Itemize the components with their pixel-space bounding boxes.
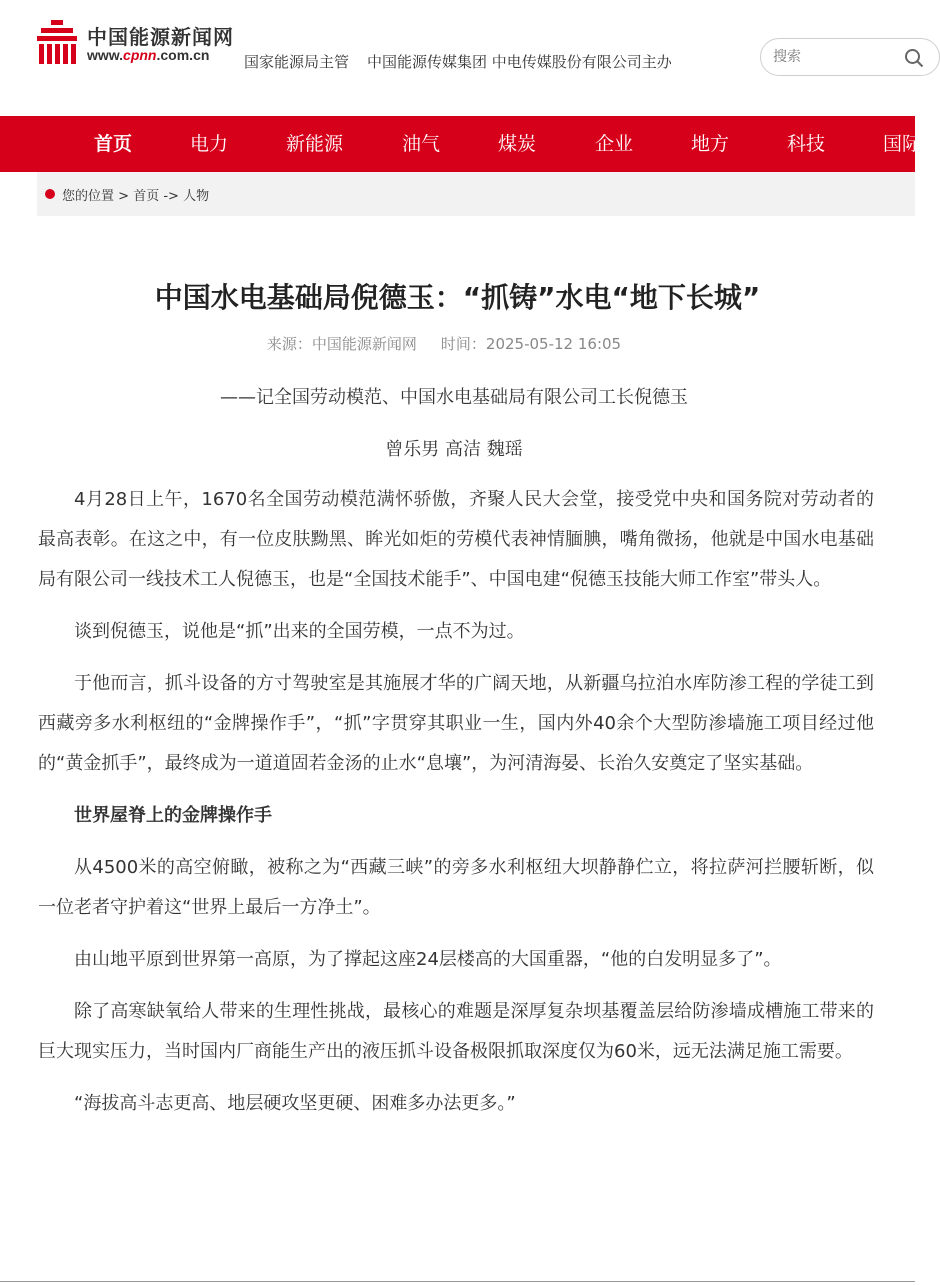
article-body [38, 480, 874, 1136]
sponsor-organizer: 中国能源传媒集团 中电传媒股份有限公司主办 [367, 53, 672, 71]
article-subtitle: ——记全国劳动模范、中国水电基础局有限公司工长倪德玉 [220, 387, 688, 408]
article-source: 来源：中国能源新闻网 [266, 335, 417, 353]
nav-item-technology[interactable]: 科技 [787, 133, 826, 155]
paragraph: 由山地平原到世界第一高原，为了撑起这座24层楼高的大国重器，“他的白发明显多了”。 [74, 949, 782, 970]
breadcrumb-current-link[interactable]: 人物 [183, 189, 210, 204]
search-input[interactable] [773, 47, 893, 67]
paragraph: 除了高寒缺氧给人带来的生理性挑战，最核心的难题是深厚复杂坝基覆盖层给防渗墙成槽施工带来的巨大现实压力，当时国内厂商能生产出的液压抓斗设备极限抓取深度仅为60米，远无法满足施工需要。 [38, 1001, 874, 1062]
logo-url [87, 47, 209, 63]
article-authors: 曾乐男 高洁 魏瑶 [385, 439, 523, 460]
main-nav [0, 116, 922, 172]
nav-item-enterprise[interactable]: 企业 [595, 133, 634, 155]
paragraph: 4月28日上午，1670名全国劳动模范满怀骄傲，齐聚人民大会堂，接受党中央和国务院对劳动者的最高表彰。在这之中，有一位皮肤黝黑、眸光如炬的劳模代表神情腼腆，嘴角微扬，他就是中国水电基础局有限公司一线技术工人倪德玉，也是“全国技术能手”、中国电建“倪德玉技能大师工作室”带头人。 [38, 489, 874, 590]
paragraph: 从4500米的高空俯瞰，被称之为“西藏三峡”的旁多水利枢纽大坝静静伫立，将拉萨河拦腰斩断，似一位老者守护着这“世界上最后一方净土”。 [38, 857, 874, 918]
search-icon[interactable] [904, 48, 924, 68]
breadcrumb-separator: > [118, 189, 130, 204]
breadcrumb-text [62, 185, 209, 204]
paragraph: “海拔高斗志更高、地层硬攻坚更硬、困难多办法更多。” [74, 1093, 516, 1114]
cpnn-logo-icon [37, 20, 77, 64]
nav-item-international[interactable]: 国际 [883, 133, 922, 155]
article-meta [0, 333, 888, 354]
search-box[interactable] [760, 38, 940, 76]
breadcrumb [37, 172, 915, 216]
nav-item-coal[interactable]: 煤炭 [498, 133, 537, 155]
breadcrumb-separator-arrow: -> [163, 189, 179, 204]
logo-url-suffix: .com.cn [156, 47, 210, 63]
sponsor-line [244, 51, 672, 72]
logo-url-prefix: www. [87, 47, 124, 63]
nav-item-local[interactable]: 地方 [691, 133, 730, 155]
section-heading: 世界屋脊上的金牌操作手 [74, 805, 272, 826]
article-title: 中国水电基础局倪德玉：“抓铸”水电“地下长城” [154, 281, 761, 314]
nav-item-new-energy[interactable]: 新能源 [286, 133, 344, 155]
location-dot-icon [45, 189, 55, 199]
breadcrumb-label: 您的位置 [62, 189, 115, 204]
site-logo[interactable] [37, 20, 247, 66]
nav-item-oil-gas[interactable]: 油气 [402, 133, 441, 155]
sponsor-supervisor: 国家能源局主管 [244, 53, 350, 71]
window-bottom-border [0, 1281, 915, 1282]
nav-item-home[interactable]: 首页 [94, 133, 133, 155]
logo-name: 中国能源新闻网 [87, 25, 234, 49]
breadcrumb-home-link[interactable]: 首页 [133, 189, 160, 204]
logo-url-brand: cpnn [123, 47, 157, 63]
paragraph: 于他而言，抓斗设备的方寸驾驶室是其施展才华的广阔天地，从新疆乌拉泊水库防渗工程的学徒工到西藏旁多水利枢纽的“金牌操作手”，“抓”字贯穿其职业一生，国内外40余个大型防渗墙施工项目经过他的“黄金抓手”，最终成为一道道固若金汤的止水“息壤”，为河清海晏、长治久安奠定了坚实基础。 [38, 673, 874, 774]
nav-item-power[interactable]: 电力 [190, 133, 229, 155]
site-header [0, 0, 915, 116]
article-time: 时间：2025-05-12 16:05 [440, 335, 622, 353]
paragraph: 谈到倪德玉，说他是“抓”出来的全国劳模，一点不为过。 [74, 621, 525, 642]
